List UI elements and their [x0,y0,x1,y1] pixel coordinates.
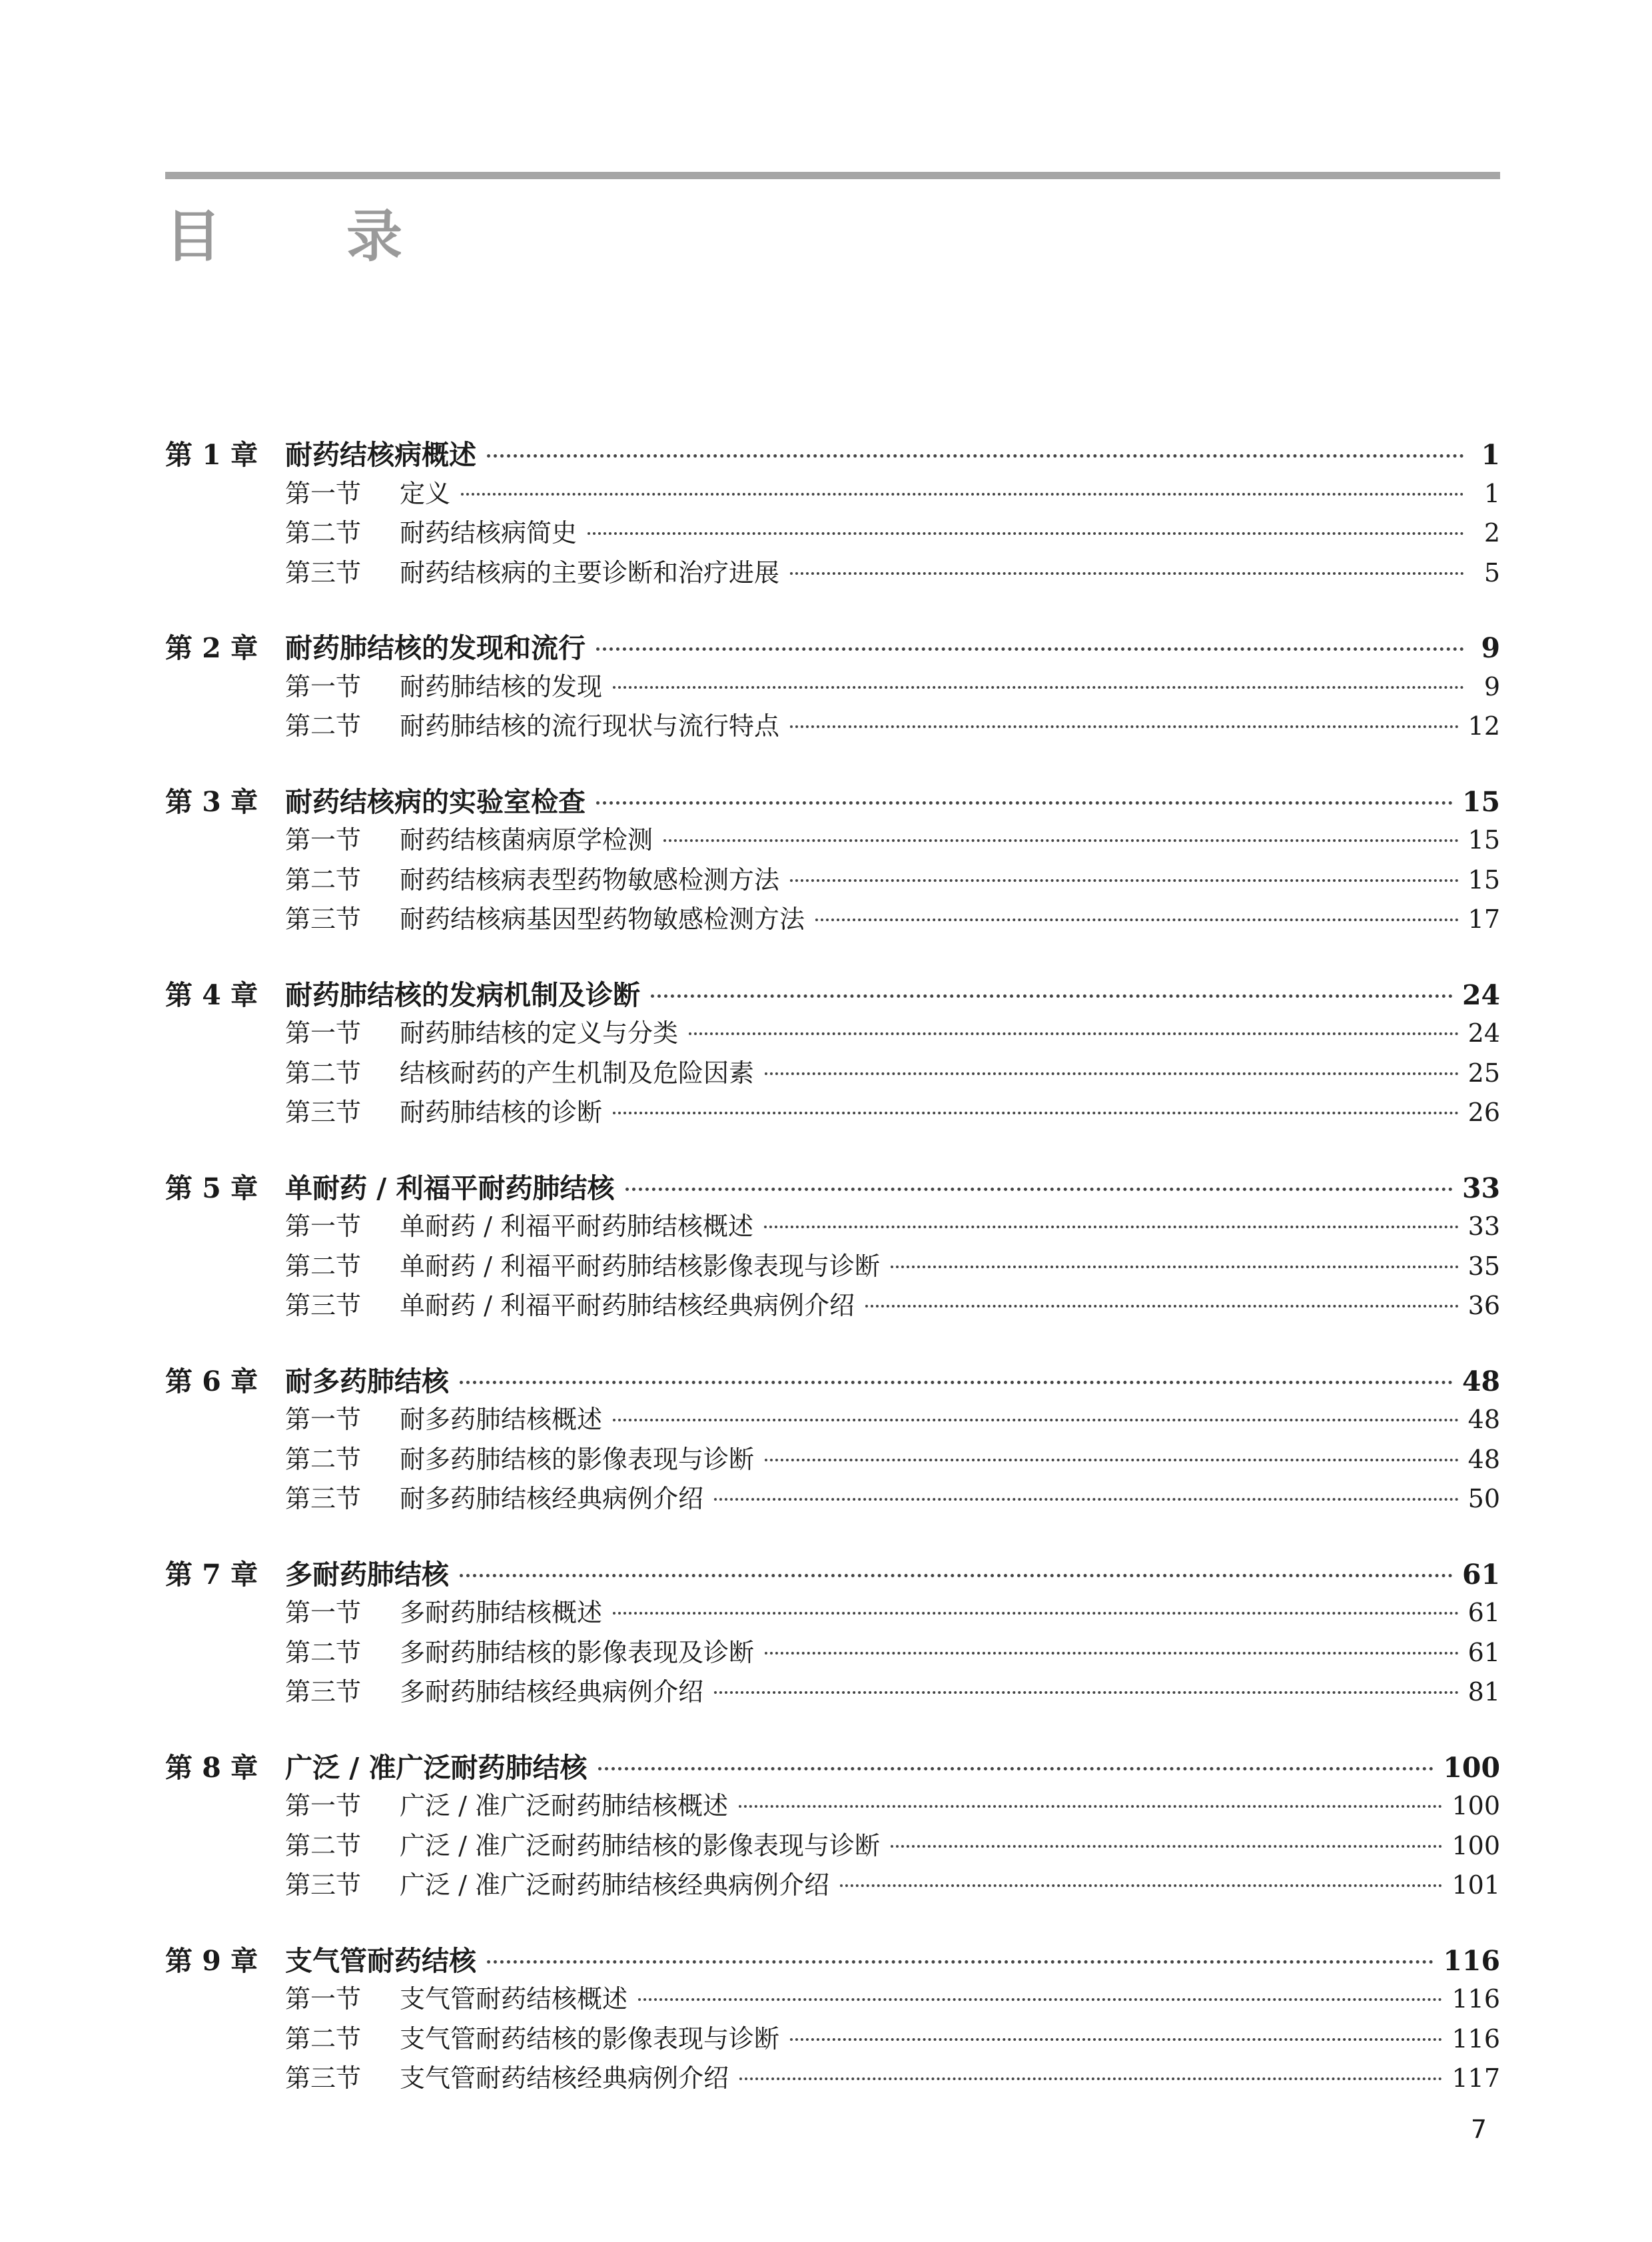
toc-section-row[interactable] [165,1439,1500,1479]
section-label: 第二节 [285,1251,362,1281]
section-page-number: 25 [1467,1058,1500,1088]
toc-section-row[interactable] [165,1052,1500,1092]
toc-section-row[interactable] [165,819,1500,859]
chapter-label: 第 7 章 [165,1558,258,1591]
section-title: 耐药肺结核的发现 [400,671,603,701]
toc-section-row[interactable] [165,1825,1500,1865]
dot-leader [460,1381,1453,1384]
toc-chapter [165,1359,1500,1518]
chapter-title: 单耐药 / 利福平耐药肺结核 [285,1172,615,1204]
dot-leader [765,1652,1459,1655]
section-page-number: 15 [1467,825,1500,855]
section-label: 第一节 [285,1018,362,1048]
dot-leader [815,919,1459,921]
section-title: 多耐药肺结核概述 [400,1598,603,1627]
dot-leader [588,532,1464,535]
toc-chapter-row[interactable] [165,1359,1500,1399]
section-page-number: 101 [1451,1870,1500,1900]
chapter-title: 广泛 / 准广泛耐药肺结核 [285,1751,588,1784]
dot-leader [596,801,1453,805]
toc-section-row[interactable] [165,899,1500,938]
chapter-page-number: 100 [1443,1751,1500,1784]
dot-leader [638,1998,1442,2001]
dot-leader [663,839,1459,842]
section-page-number: 48 [1467,1405,1500,1434]
section-title: 多耐药肺结核经典病例介绍 [400,1677,704,1706]
section-title: 广泛 / 准广泛耐药肺结核经典病例介绍 [400,1870,829,1900]
section-label: 第一节 [285,1984,362,2014]
section-title: 结核耐药的产生机制及危险因素 [400,1058,755,1088]
dot-leader [613,1112,1459,1114]
dot-leader [765,1072,1459,1075]
toc-section-row[interactable] [165,1671,1500,1711]
dot-leader [460,1574,1453,1577]
dot-leader [689,1032,1459,1035]
section-label: 第二节 [285,1637,362,1667]
chapter-title: 耐药结核病概述 [285,439,476,471]
section-title: 单耐药 / 利福平耐药肺结核影像表现与诊断 [400,1251,880,1281]
toc-section-row[interactable] [165,1478,1500,1518]
dot-leader [461,493,1464,496]
dot-leader [764,1226,1459,1228]
dot-leader [790,725,1459,728]
chapter-title: 耐药结核病的实验室检查 [285,785,586,818]
section-label: 第二节 [285,865,362,895]
section-page-number: 15 [1467,865,1500,895]
section-label: 第二节 [285,1830,362,1860]
section-label: 第二节 [285,1444,362,1474]
section-label: 第三节 [285,1098,362,1127]
header-rule [165,172,1500,179]
section-label: 第二节 [285,711,362,741]
dot-leader [651,994,1453,998]
toc-chapter-row[interactable] [165,1746,1500,1786]
dot-leader [865,1305,1459,1308]
section-label: 第三节 [285,1870,362,1900]
dot-leader [613,1419,1459,1421]
section-title: 广泛 / 准广泛耐药肺结核概述 [400,1791,728,1820]
section-label: 第一节 [285,671,362,701]
section-title: 耐药肺结核的诊断 [400,1098,603,1127]
section-page-number: 116 [1451,1984,1500,2014]
toc-section-row[interactable] [165,705,1500,745]
toc-section-row[interactable] [165,1285,1500,1325]
dot-leader [596,647,1464,651]
section-label: 第三节 [285,558,362,587]
chapter-page-number: 9 [1481,632,1500,664]
section-label: 第一节 [285,825,362,855]
dot-leader [891,1845,1443,1848]
section-page-number: 36 [1467,1291,1500,1320]
dot-leader [487,454,1464,458]
chapter-title: 耐多药肺结核 [285,1365,449,1397]
toc-section-row[interactable] [165,2018,1500,2058]
section-title: 支气管耐药结核的影像表现与诊断 [400,2024,780,2054]
section-page-number: 9 [1483,671,1500,701]
section-page-number: 12 [1467,711,1500,741]
toc-section-row[interactable] [165,1206,1500,1246]
section-page-number: 50 [1467,1484,1500,1513]
dot-leader [790,572,1464,575]
section-label: 第一节 [285,1212,362,1241]
section-title: 耐多药肺结核的影像表现与诊断 [400,1444,755,1474]
toc-chapter [165,780,1500,938]
chapter-title: 耐药肺结核的发病机制及诊断 [285,978,640,1011]
toc-section-row[interactable] [165,473,1500,513]
chapter-label: 第 8 章 [165,1751,258,1784]
section-label: 第二节 [285,1058,362,1088]
section-page-number: 48 [1467,1444,1500,1474]
toc-chapter-row[interactable] [165,973,1500,1013]
chapter-label: 第 1 章 [165,439,258,471]
toc-chapter [165,626,1500,745]
section-page-number: 24 [1467,1018,1500,1048]
toc-chapter [165,1746,1500,1904]
chapter-label: 第 5 章 [165,1172,258,1204]
toc-chapter-row[interactable] [165,1553,1500,1593]
dot-leader [613,686,1464,689]
toc-section-row[interactable] [165,512,1500,552]
toc-chapter-row[interactable] [165,1939,1500,1979]
toc-chapter [165,433,1500,591]
toc-section-row[interactable] [165,552,1500,592]
dot-leader [790,2038,1442,2041]
section-title: 耐药肺结核的定义与分类 [400,1018,679,1048]
section-label: 第一节 [285,478,362,508]
dot-leader [625,1188,1453,1191]
dot-leader [714,1691,1459,1694]
chapter-label: 第 2 章 [165,632,258,664]
chapter-page-number: 48 [1461,1365,1500,1397]
section-title: 定义 [400,478,451,508]
section-page-number: 81 [1467,1677,1500,1706]
toc-section-row[interactable] [165,1978,1500,2018]
section-label: 第三节 [285,2063,362,2093]
section-label: 第二节 [285,518,362,548]
page-number: 7 [1470,2115,1487,2144]
toc-section-row[interactable] [165,1864,1500,1904]
section-label: 第一节 [285,1405,362,1434]
toc-section-row[interactable] [165,1592,1500,1632]
dot-leader [790,879,1459,882]
section-title: 耐药结核病基因型药物敏感检测方法 [400,905,805,934]
section-label: 第三节 [285,1484,362,1513]
chapter-title: 多耐药肺结核 [285,1558,449,1591]
section-page-number: 1 [1483,478,1500,508]
dot-leader [714,1498,1459,1501]
chapter-label: 第 6 章 [165,1365,258,1397]
chapter-page-number: 15 [1461,785,1500,818]
toc-chapter-row[interactable] [165,1166,1500,1206]
section-title: 多耐药肺结核的影像表现及诊断 [400,1637,755,1667]
section-title: 耐多药肺结核概述 [400,1405,603,1434]
section-label: 第一节 [285,1598,362,1627]
toc-section-row[interactable] [165,2057,1500,2097]
chapter-page-number: 33 [1461,1172,1500,1204]
section-page-number: 61 [1467,1637,1500,1667]
section-title: 耐药结核病表型药物敏感检测方法 [400,865,780,895]
dot-leader [613,1612,1459,1615]
section-title: 耐药肺结核的流行现状与流行特点 [400,711,780,741]
chapter-page-number: 116 [1443,1944,1500,1977]
dot-leader [891,1266,1459,1268]
section-label: 第三节 [285,1677,362,1706]
toc-chapter-row[interactable] [165,780,1500,820]
toc-section-row[interactable] [165,1012,1500,1052]
section-page-number: 26 [1467,1098,1500,1127]
chapter-label: 第 3 章 [165,785,258,818]
dot-leader [487,1960,1434,1964]
toc-chapter [165,973,1500,1132]
section-title: 广泛 / 准广泛耐药肺结核的影像表现与诊断 [400,1830,880,1860]
table-of-contents [165,433,1500,2132]
section-title: 耐多药肺结核经典病例介绍 [400,1484,704,1513]
dot-leader [840,1884,1443,1887]
section-page-number: 100 [1451,1791,1500,1820]
toc-section-row[interactable] [165,666,1500,706]
toc-chapter [165,1553,1500,1711]
toc-chapter-row[interactable] [165,433,1500,473]
section-page-number: 100 [1451,1830,1500,1860]
section-title: 单耐药 / 利福平耐药肺结核经典病例介绍 [400,1291,855,1320]
toc-section-row[interactable] [165,1399,1500,1439]
section-page-number: 61 [1467,1598,1500,1627]
section-label: 第二节 [285,2024,362,2054]
section-title: 单耐药 / 利福平耐药肺结核概述 [400,1212,753,1241]
toc-chapter [165,1166,1500,1325]
dot-leader [765,1459,1459,1461]
section-page-number: 2 [1483,518,1500,548]
section-label: 第三节 [285,905,362,934]
toc-section-row[interactable] [165,1246,1500,1286]
section-page-number: 35 [1467,1251,1500,1281]
section-page-number: 117 [1451,2063,1500,2093]
section-page-number: 116 [1451,2024,1500,2054]
chapter-label: 第 4 章 [165,978,258,1011]
chapter-title: 支气管耐药结核 [285,1944,476,1977]
chapter-page-number: 61 [1461,1558,1500,1591]
section-page-number: 5 [1483,558,1500,587]
section-title: 支气管耐药结核概述 [400,1984,628,2014]
toc-section-row[interactable] [165,859,1500,899]
section-title: 耐药结核病的主要诊断和治疗进展 [400,558,780,587]
chapter-page-number: 1 [1481,439,1500,471]
section-label: 第三节 [285,1291,362,1320]
section-label: 第一节 [285,1791,362,1820]
page-title: 目录 [165,204,528,269]
toc-section-row[interactable] [165,1785,1500,1825]
chapter-page-number: 24 [1461,978,1500,1011]
toc-section-row[interactable] [165,1092,1500,1132]
dot-leader [739,1805,1443,1808]
dot-leader [739,2077,1442,2080]
dot-leader [598,1767,1434,1770]
toc-chapter-row[interactable] [165,626,1500,666]
section-page-number: 33 [1467,1212,1500,1241]
section-title: 耐药结核菌病原学检测 [400,825,653,855]
section-title: 支气管耐药结核经典病例介绍 [400,2063,729,2093]
chapter-title: 耐药肺结核的发现和流行 [285,632,586,664]
toc-section-row[interactable] [165,1632,1500,1672]
chapter-label: 第 9 章 [165,1944,258,1977]
section-title: 耐药结核病简史 [400,518,578,548]
section-page-number: 17 [1467,905,1500,934]
toc-chapter [165,1939,1500,2097]
